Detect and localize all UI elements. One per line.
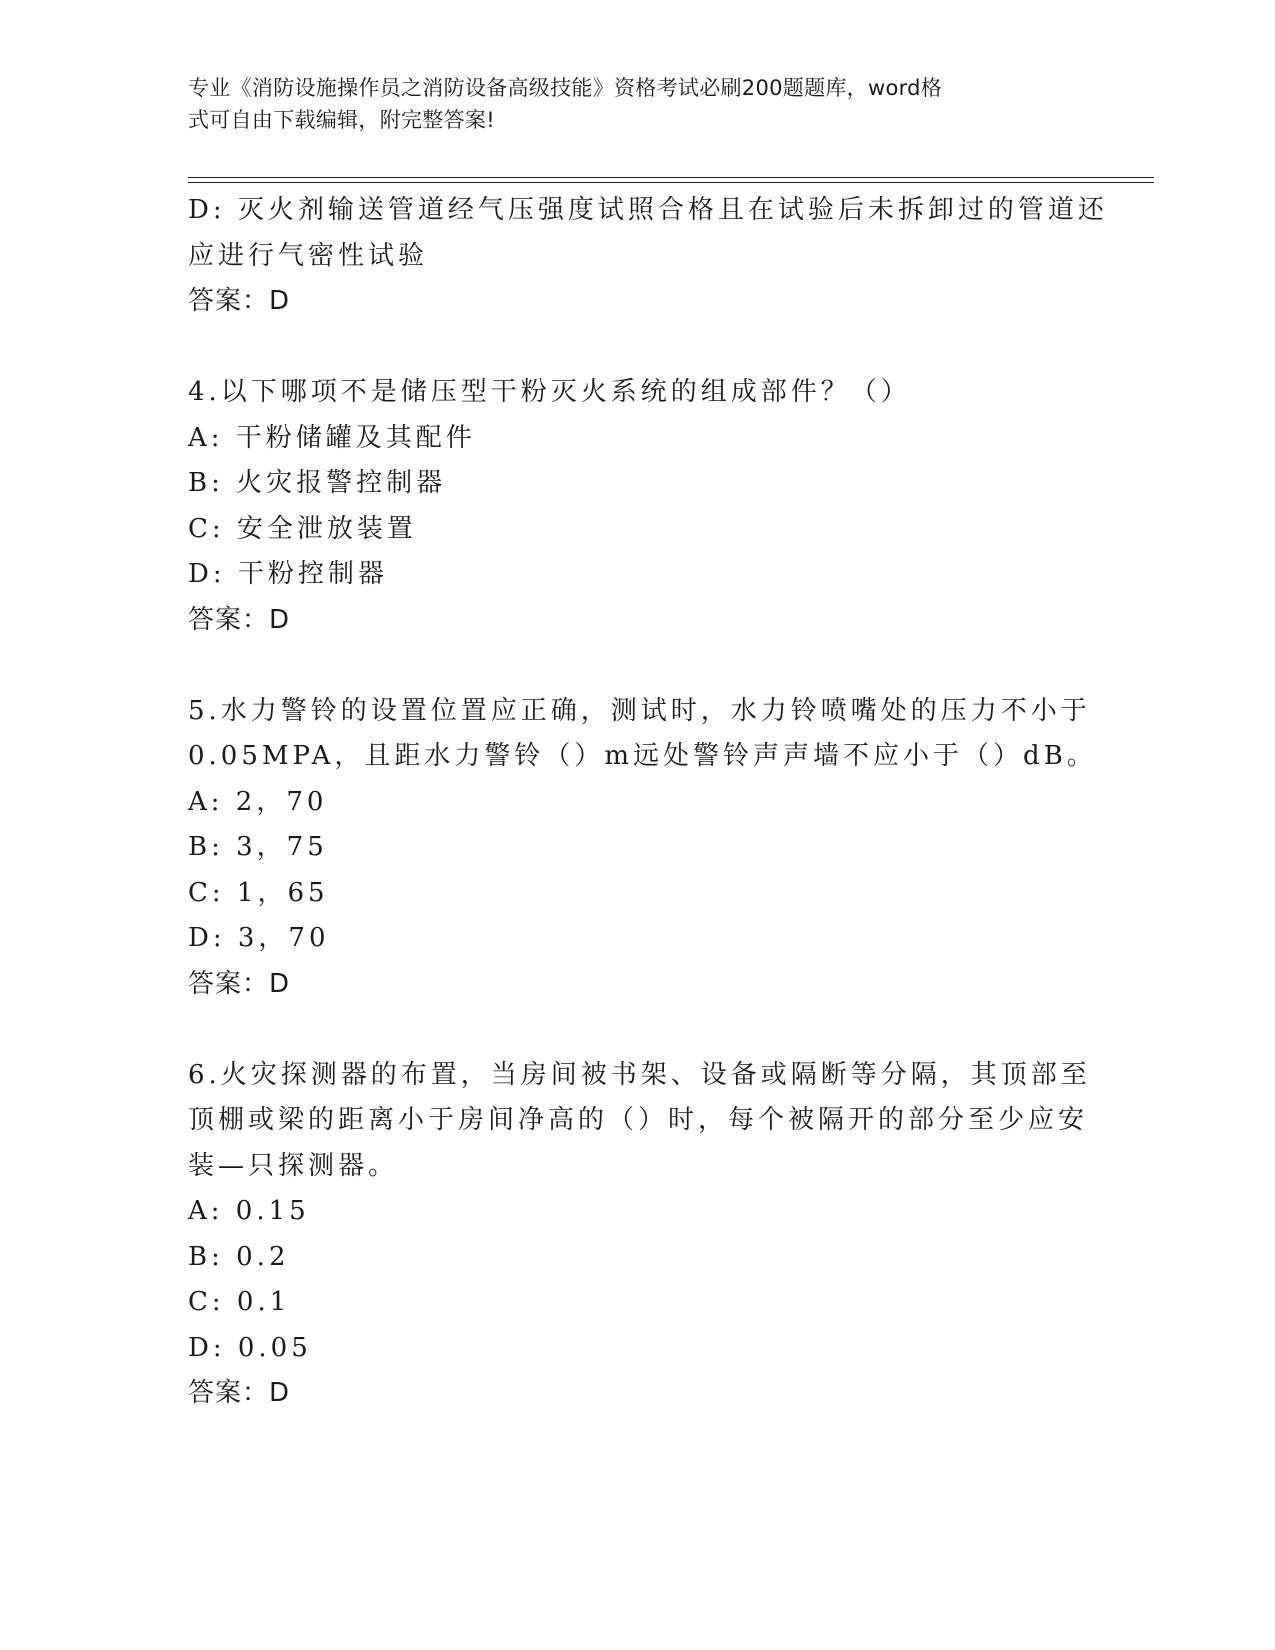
option-c: C: 1，65 xyxy=(188,877,329,908)
question-6 xyxy=(188,1053,1091,1417)
option-c: C: 0.1 xyxy=(188,1287,291,1317)
answer-label: 答案：D xyxy=(188,286,291,316)
option-a: A: 2，70 xyxy=(188,786,328,817)
question-stem-continued: 顶棚或梁的距离小于房间净高的（）时，每个被隔开的部分至少应安 xyxy=(188,1105,1089,1135)
question-stem-continued: 0.05MPA，且距水力警铃（）m远处警铃声声墙不应小于（）dB。 xyxy=(188,741,1097,771)
option-d: D: 干粉控制器 xyxy=(188,559,388,589)
option-b: B: 火灾报警控制器 xyxy=(188,468,447,498)
spacer xyxy=(188,643,1088,689)
option-d: D: 灭火剂输送管道经气压强度试照合格且在试验后未拆卸过的管道还 xyxy=(188,195,1108,225)
question-stem: 5.水力警铃的设置位置应正确，测试时，水力铃喷嘴处的压力不小于 xyxy=(188,695,1091,726)
answer-label: 答案：D xyxy=(188,1378,291,1408)
header-divider-top xyxy=(188,177,1154,178)
spacer xyxy=(188,1007,1088,1053)
question-4 xyxy=(188,370,1088,643)
option-b: B: 0.2 xyxy=(188,1241,290,1272)
question-3-tail xyxy=(188,188,1108,325)
option-a: A: 干粉储罐及其配件 xyxy=(188,422,476,453)
header-line-1: 专业《消防设施操作员之消防设备高级技能》资格考试必刷200题题库，word格 xyxy=(188,76,943,100)
option-a: A: 0.15 xyxy=(188,1196,310,1226)
option-d-continued: 应进行气密性试验 xyxy=(188,240,429,271)
option-d: D: 0.05 xyxy=(188,1332,312,1363)
header-divider-bottom xyxy=(188,182,1154,183)
question-stem-continued: 装—只探测器。 xyxy=(188,1150,399,1181)
option-c: C: 安全泄放装置 xyxy=(188,513,417,544)
answer-label: 答案：D xyxy=(188,604,291,635)
option-b: B: 3，75 xyxy=(188,832,328,862)
question-5 xyxy=(188,689,1097,1008)
question-stem: 6.火灾探测器的布置，当房间被书架、设备或隔断等分隔，其顶部至 xyxy=(188,1059,1091,1090)
header-line-2: 式可自由下载编辑，附完整答案! xyxy=(188,108,495,132)
answer-label: 答案：D xyxy=(188,968,291,999)
spacer xyxy=(188,325,1088,371)
document-header xyxy=(188,72,1068,136)
question-stem: 4.以下哪项不是储压型干粉灭火系统的组成部件？（） xyxy=(188,377,911,407)
document-body xyxy=(188,188,1108,1417)
option-d: D: 3，70 xyxy=(188,923,330,953)
